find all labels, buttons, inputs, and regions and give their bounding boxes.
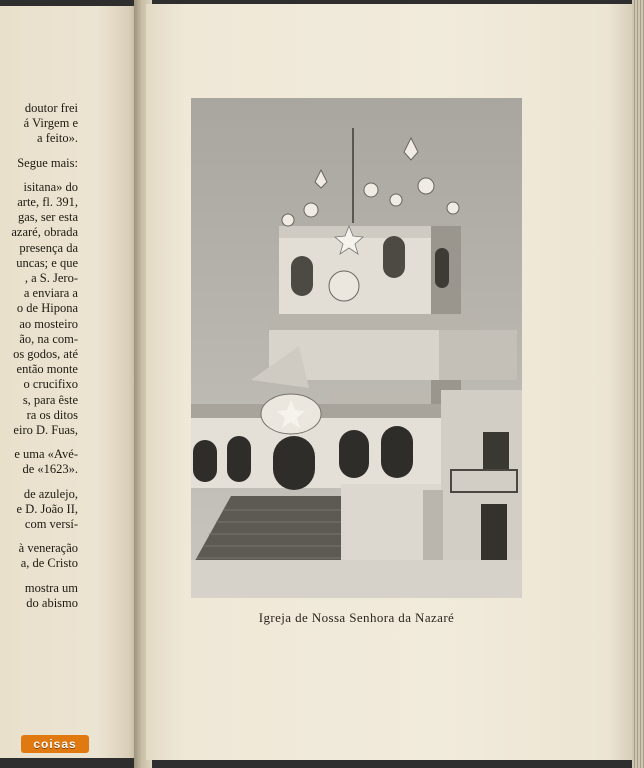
- text-line: o de Hipona: [16, 301, 78, 316]
- page-edges: [632, 0, 644, 768]
- paragraph-gap: [0, 478, 78, 487]
- left-page-text: [0, 101, 78, 611]
- text-line: isitana» do: [23, 179, 78, 194]
- paragraph-gap: [0, 147, 78, 156]
- paragraph-gap: [0, 532, 78, 541]
- left-page: [0, 6, 140, 758]
- photo-caption: Igreja de Nossa Senhora da Nazaré: [258, 610, 455, 625]
- text-line: a feito».: [37, 131, 78, 146]
- text-line: ra os ditos: [26, 407, 78, 422]
- text-line: de «1623».: [22, 462, 78, 477]
- text-line: Segue mais:: [17, 155, 78, 170]
- text-line: a enviara a: [23, 286, 78, 301]
- text-line: á Virgem e: [23, 116, 78, 131]
- text-line: e uma «Avé-: [14, 447, 78, 462]
- text-line: os godos, até: [13, 347, 78, 362]
- text-line: então monte: [16, 362, 78, 377]
- text-line: à veneração: [18, 541, 78, 556]
- paragraph-gap: [0, 572, 78, 581]
- text-line: o crucifixo: [23, 377, 78, 392]
- text-line: com versí-: [24, 517, 78, 532]
- text-line: eiro D. Fuas,: [13, 423, 78, 438]
- text-line: ão, na com-: [19, 331, 78, 346]
- church-photograph: [191, 98, 522, 598]
- text-line: azaré, obrada: [11, 225, 78, 240]
- text-line: s, para êste: [22, 392, 78, 407]
- text-line: mostra um: [24, 580, 78, 595]
- text-line: ao mosteiro: [19, 316, 78, 331]
- text-line: , a S. Jero-: [24, 271, 78, 286]
- text-line: gas, ser esta: [17, 210, 78, 225]
- paragraph-gap: [0, 171, 78, 180]
- text-line: presença da: [19, 240, 78, 255]
- text-line: de azulejo,: [23, 486, 78, 501]
- text-line: a, de Cristo: [20, 556, 78, 571]
- watermark-logo: coisas: [21, 735, 89, 753]
- text-line: arte, fl. 391,: [17, 195, 78, 210]
- text-line: e D. João II,: [16, 501, 78, 516]
- text-line: do abismo: [26, 595, 78, 610]
- text-line: uncas; e que: [16, 255, 78, 270]
- paragraph-gap: [0, 438, 78, 447]
- text-line: doutor frei: [24, 101, 78, 115]
